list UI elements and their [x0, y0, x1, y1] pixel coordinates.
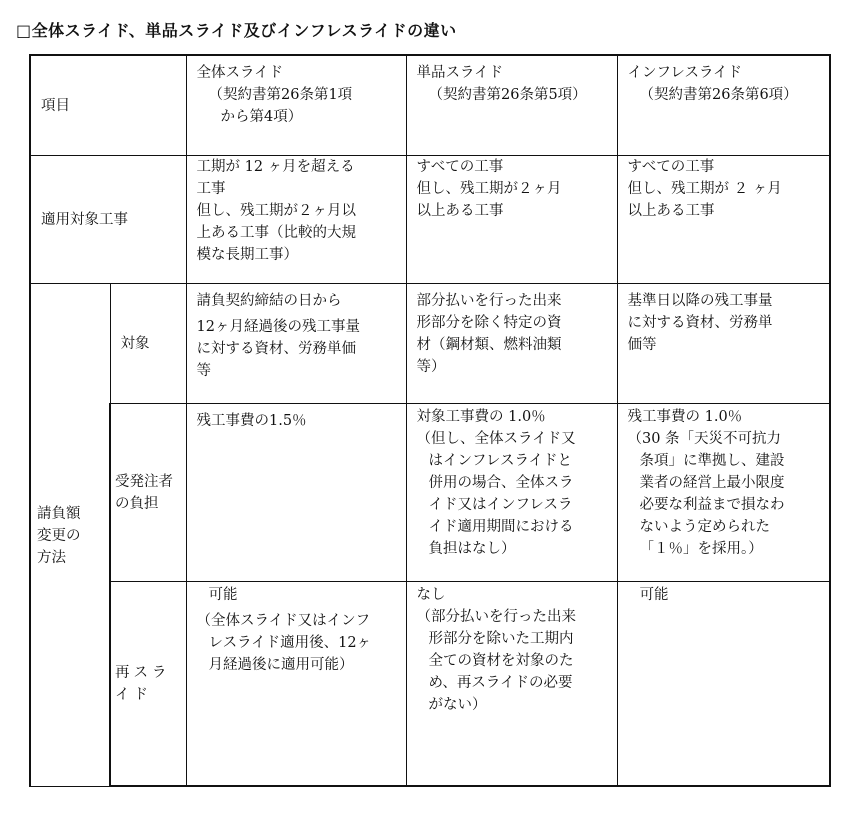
cell-text-line: イド又はインフレスラ — [428, 496, 573, 513]
cell-text-line: め、再スライドの必要 — [428, 674, 573, 691]
table-header-row — [30, 55, 830, 155]
cell-text-line: 請負契約締結の日から — [196, 292, 342, 309]
table-row-target — [30, 283, 830, 403]
cell-text-line: 残工事費の1.5％ — [196, 412, 307, 429]
header-inflation-slide-article: （契約書第26条第6項） — [639, 87, 798, 103]
cell-text-line: イド適用期間における — [428, 518, 574, 535]
cell-text-line: 工事 — [196, 180, 226, 197]
header-inflation-slide-name: インフレスライド — [627, 65, 743, 81]
header-single-slide-name: 単品スライド — [416, 65, 504, 81]
header-single-slide-article: （契約書第26条第5項） — [428, 87, 587, 103]
cell-text-line: レスライド適用後、12ヶ — [208, 634, 372, 651]
applicable-inflation-slide-cell — [617, 155, 830, 283]
cell-text-line: 形部分を除いた工期内 — [428, 630, 574, 647]
reslide-label-cell — [110, 581, 186, 786]
cell-text-line: 但し、残工期が ２ ヶ月 — [627, 180, 782, 197]
cell-text-line: に対する資材、労務単 — [627, 314, 773, 331]
target-inflation-slide-cell — [617, 283, 830, 403]
header-full-slide-cell — [186, 55, 406, 155]
reslide-label-line: 再スラ — [115, 665, 171, 682]
reslide-label-line: イド — [115, 687, 152, 704]
cell-text-line: 部分払いを行った出来 — [416, 292, 562, 309]
applicable-label: 適用対象工事 — [41, 212, 128, 228]
target-label: 対象 — [120, 336, 150, 352]
reslide-inflation-slide-cell — [617, 581, 830, 786]
page-title: □全体スライド、単品スライド及びインフレスライドの違い — [16, 21, 457, 40]
cell-text-line: 模な長期工事） — [196, 246, 298, 263]
cell-text-line: 対象工事費の 1.0％ — [416, 408, 546, 425]
cell-text-line: 「１％」を採用。） — [639, 540, 763, 557]
cell-text-line: なし — [416, 586, 446, 603]
cell-text-line: はインフレスライドと — [428, 452, 573, 469]
table-row-applicable — [30, 155, 830, 283]
cell-text-line: （但し、全体スライド又 — [416, 430, 576, 447]
cell-text-line: に対する資材、労務単価 — [196, 340, 356, 357]
cell-text-line: 全ての資材を対象のた — [428, 652, 574, 669]
applicable-label-cell — [30, 155, 186, 283]
cell-text-line: 工期が 12 ヶ月を超える — [196, 158, 355, 175]
cell-text-line: すべての工事 — [416, 158, 504, 175]
target-label-cell — [110, 283, 186, 403]
header-inflation-slide-cell — [617, 55, 830, 155]
method-label-line: 変更の — [37, 527, 81, 544]
cell-text-line: 負担はなし） — [428, 540, 516, 557]
cell-text-line: 条項」に準拠し、建設 — [639, 452, 785, 469]
cell-text-line: 必要な利益まで損なわ — [639, 496, 785, 513]
cell-text-line: 可能 — [639, 586, 669, 603]
header-single-slide-cell — [406, 55, 617, 155]
cell-text-line: 12ヶ月経過後の残工事量 — [196, 318, 360, 335]
cell-text-line: すべての工事 — [627, 158, 715, 175]
cell-text-line: ないよう定められた — [639, 518, 770, 535]
cell-text-line: 残工事費の 1.0％ — [627, 408, 743, 425]
cell-text-line: （全体スライド又はインフ — [196, 612, 371, 629]
cell-text-line: 上ある工事（比較的大規 — [196, 224, 356, 241]
burden-label-line: 受発注者 — [115, 474, 173, 490]
cell-text-line: 但し、残工期が２ヶ月以 — [196, 202, 356, 219]
cell-text-line: 価等 — [627, 336, 657, 353]
header-full-slide-article: から第4項） — [220, 109, 303, 125]
cell-text-line: 可能 — [208, 586, 238, 603]
cell-text-line: 併用の場合、全体スラ — [428, 474, 574, 491]
burden-single-slide-cell — [406, 403, 617, 581]
burden-label-cell — [110, 403, 186, 581]
table-row-burden — [30, 403, 830, 581]
table-row-reslide — [30, 581, 830, 786]
header-full-slide-name: 全体スライド — [196, 65, 284, 81]
reslide-full-slide-cell — [186, 581, 406, 786]
applicable-full-slide-cell — [186, 155, 406, 283]
target-full-slide-cell — [186, 283, 406, 403]
cell-text-line: （30 条「天災不可抗力 — [627, 430, 782, 447]
cell-text-line: 等 — [196, 362, 211, 379]
comparison-table — [29, 54, 831, 787]
burden-full-slide-cell — [186, 403, 406, 581]
target-single-slide-cell — [406, 283, 617, 403]
burden-label-line: の負担 — [115, 496, 159, 512]
cell-text-line: 以上ある工事 — [627, 202, 715, 219]
cell-text-line: 月経過後に適用可能） — [208, 656, 354, 673]
header-item-cell — [30, 55, 186, 155]
header-item-label: 項目 — [41, 98, 70, 115]
method-label-cell — [30, 283, 110, 786]
reslide-single-slide-cell — [406, 581, 617, 786]
cell-text-line: 等） — [416, 358, 446, 375]
applicable-single-slide-cell — [406, 155, 617, 283]
cell-text-line: 以上ある工事 — [416, 202, 504, 219]
cell-text-line: 材（鋼材類、燃料油類 — [416, 336, 562, 353]
cell-text-line: 基準日以降の残工事量 — [627, 292, 773, 309]
header-full-slide-article: （契約書第26条第1項 — [208, 87, 353, 103]
method-label-line: 方法 — [37, 549, 66, 566]
cell-text-line: 業者の経営上最小限度 — [639, 474, 785, 491]
burden-inflation-slide-cell — [617, 403, 830, 581]
cell-text-line: がない） — [428, 696, 487, 713]
cell-text-line: （部分払いを行った出来 — [416, 608, 576, 625]
method-label-line: 請負額 — [37, 505, 81, 522]
cell-text-line: 但し、残工期が２ヶ月 — [416, 180, 562, 197]
cell-text-line: 形部分を除く特定の資 — [416, 314, 562, 331]
